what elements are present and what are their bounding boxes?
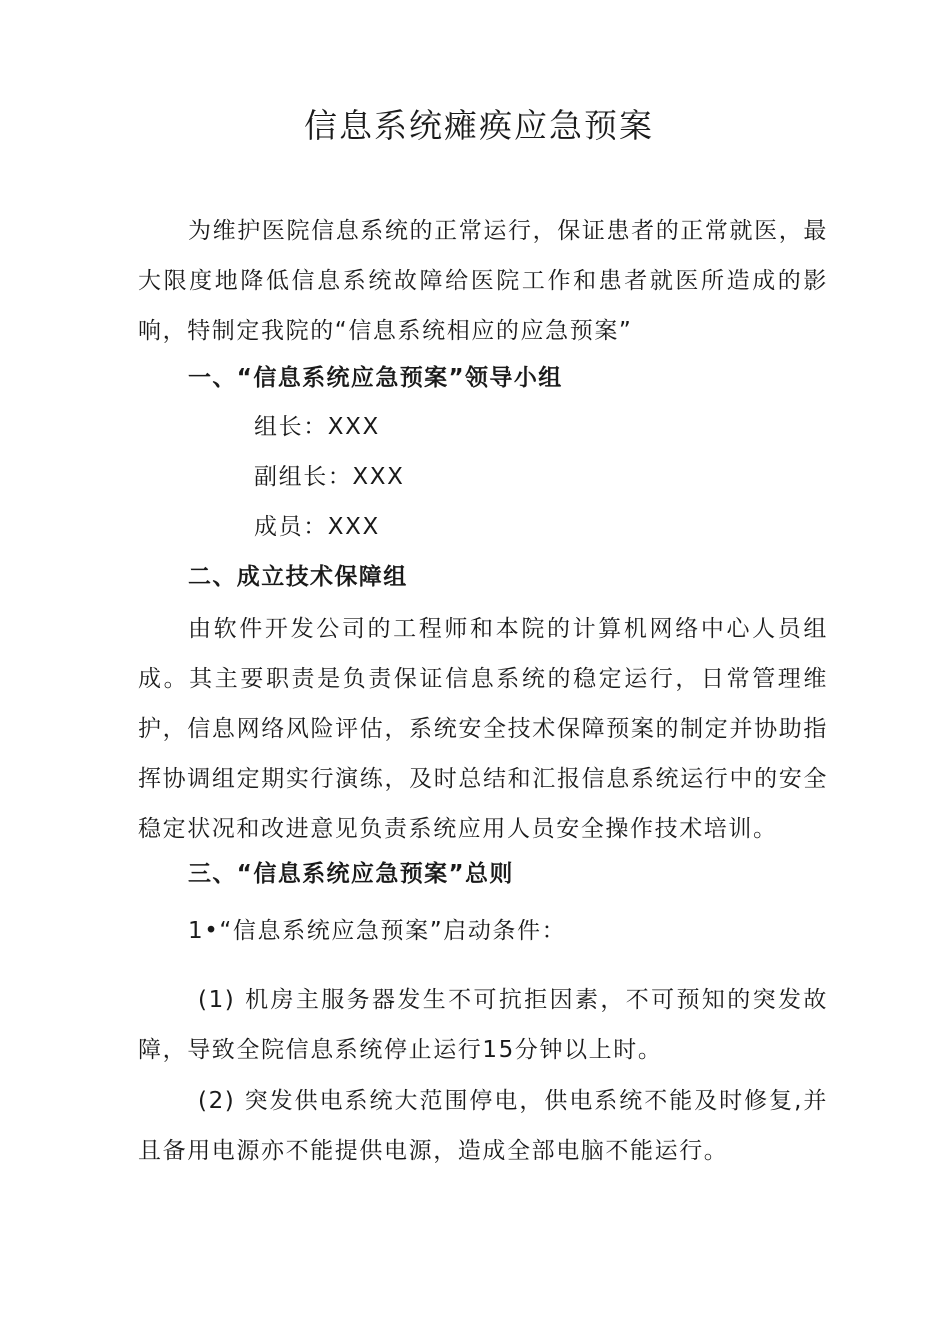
section1-heading: 一、“信息系统应急预案”领导小组 — [188, 365, 563, 391]
section3-heading: 三、“信息系统应急预案”总则 — [188, 861, 514, 887]
deputy-leader-line: 副组长：XXX — [254, 464, 405, 490]
document-title: 信息系统瘫痪应急预案 — [304, 106, 654, 145]
leader-line: 组长：XXX — [254, 414, 380, 440]
condition-item-1: (1) 机房主服务器发生不可抗拒因素，不可预知的突发故障，导致全院信息系统停止运行15分钟以上时。 — [138, 987, 828, 1063]
section3-subheading: 1•“信息系统应急预案”启动条件： — [188, 918, 567, 944]
section2-heading: 二、成立技术保障组 — [188, 564, 408, 590]
section2-body: 由软件开发公司的工程师和本院的计算机网络中心人员组成。其主要职责是负责保证信息系统的稳定运行，日常管理维护，信息网络风险评估，系统安全技术保障预案的制定并协助指挥协调组定期实行演练，及时总结和汇报信息系统运行中的安全稳定状况和改进意见负责系统应用人员安全操作技术培训。 — [138, 616, 828, 842]
condition-item-2: (2) 突发供电系统大范围停电，供电系统不能及时修复,并且备用电源亦不能提供电源，造成全部电脑不能运行。 — [138, 1088, 828, 1164]
intro-paragraph: 为维护医院信息系统的正常运行，保证患者的正常就医，最大限度地降低信息系统故障给医院工作和患者就医所造成的影响，特制定我院的“信息系统相应的应急预案” — [138, 218, 828, 344]
members-line: 成员：XXX — [254, 514, 380, 540]
